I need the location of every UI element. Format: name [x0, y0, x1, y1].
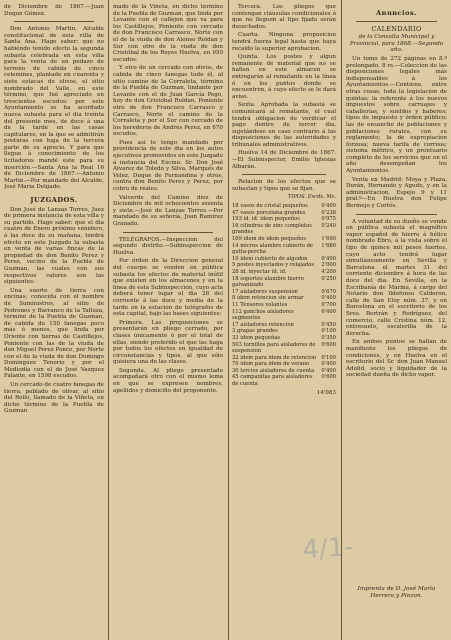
price-item-label: 193 id. id. idem pequeños [232, 216, 300, 223]
price-item-label: 14 micros alambre cubierto de gutta-percha [232, 242, 313, 256]
stamp-mark: 4/1- [301, 532, 355, 566]
column-3 [232, 4, 336, 396]
price-row [232, 243, 336, 256]
price-item-label: 11 Tensores volantes [232, 301, 288, 308]
price-item-value: 0'100 [321, 354, 336, 361]
price-item-label: 112 ganchos aisladores segmentos [232, 308, 294, 322]
price-row [232, 342, 336, 355]
price-item-value: 0'700 [321, 301, 336, 308]
property-3: Y otro de un cercado con olivos, de cabida de cinco fanegas todo él, al sitio camino de la Corraleta, término de la Puebla de Guzman, lindante por Levante con el de Juan García Pego, hoy de don Cristóbal Roldan, Poniente otro de don Francisco Carrasco y Carrasco, Norte el camino de la Corraleta y por el Sur con cercado de los herederos de Andrés Perez, en 670 escudos. [113, 65, 223, 138]
price-list [232, 203, 336, 388]
price-row [232, 256, 336, 263]
price-row [232, 236, 336, 243]
price-item-value: 0'250 [321, 275, 336, 282]
price-item-value: 0'400 [321, 295, 336, 302]
signature-block: Valverde del Camino diez de Diciembre de mil ochocientos sesenta y siete.—José de Lanzas Torres.—Por mandado de su señoría, Juan Ramirez Granado. [113, 194, 223, 227]
price-item-label: 18 vasos de cristal pequeños [232, 203, 308, 210]
price-item-value: 0'400 [321, 203, 336, 210]
price-row [232, 203, 336, 210]
price-item-label: 16 cilindros de zinc completos grandes [232, 222, 312, 236]
signature-block: Huelva 14 de Diciembre de 1867.—El Subinspector, Emilio Iglesias Albarán. [232, 150, 336, 170]
divider [356, 214, 437, 215]
price-item-value: 0'450 [321, 321, 336, 328]
price-row [232, 328, 336, 335]
printer-imprint: Imprenta de D. José María Herrera y Pinzon. [357, 586, 436, 599]
price-item-value: 1'690 [321, 236, 336, 242]
column-rule [108, 0, 109, 640]
divider [14, 21, 94, 22]
property-2: Un cercado de cuatro fanegas de tierra, poblado de olivar, al sitio del Rollo, llamado de la Viñeta, en dicho término de la Puebla de Guzman [4, 382, 104, 415]
condition-2: Segunda. Al pliego presentado acompañará otro con el mismo lema en que se expresen nombres, apellidos y domicilio del proponente. [113, 367, 223, 394]
price-item-label: 30 tercios aisladores de cuenta [232, 367, 315, 374]
condition-1: Primera. Las proposiciones se presentarán en pliego cerrado, por clases únicamente ó por el total de ellas, siendo preferido el que las haga por todos los efectos en igualdad de circunstancias y tipos, al que sólo quisiera una de las clases. [113, 319, 223, 366]
column-1 [4, 4, 104, 417]
price-item-label: 45 campanitas para aisladores de cuenta [232, 374, 313, 388]
price-item-label: 503 tornillos para aisladores de suspension [232, 341, 316, 355]
price-item-label: 70 idem para idem de verano [232, 361, 310, 368]
column-4 [346, 4, 447, 381]
price-row [232, 276, 336, 289]
column-2 [113, 4, 223, 396]
price-item-value: 0'400 [321, 367, 336, 374]
price-item-value: 0'400 [321, 255, 336, 262]
price-row [232, 335, 336, 342]
divider [123, 232, 213, 233]
condition-6: Sexta. Aprobada la subasta se comunicará al rematante, el cual tendrá obligacion de verificar el pago dentro de tercer dia, sujetándose en caso contrario á las disposiciones de las autoridades y tribunales administrativos. [232, 102, 336, 148]
divider [242, 174, 326, 175]
price-row [232, 322, 336, 329]
text-block: de Diciembre de 1867.—Juan Duque Gómez. [4, 4, 104, 17]
price-row [232, 374, 336, 387]
price-header: TIPOS. Escds. Ms. [287, 194, 336, 201]
price-row [232, 223, 336, 236]
price-item-label: 169 idem de idem pequeños [232, 236, 307, 242]
property-1: Una suerte de tierra con encinas, conocida con el nombre de Suministros, al sitio de Pedrones y Barranco de la Talluza, término de la Puebla de Guzman, de cabida de 150 fanegas poco más ó menos, que linda por Oriente con tierras de Castillejos, Poniente con las de la viuda de don Miguel Perez Ponce, por Norte con el de la viuda de don Domingo Dominguez Tenorio y por el Mediodía con el de José Vazquez Falante, en 1598 escudos. [4, 287, 104, 380]
price-item-label: 47 vasos porcelana grandes [232, 209, 306, 216]
calendar-subtitle: de la Consulta Municipal y Provincial, para 1868.—Segundo año. [349, 34, 444, 54]
price-item-value: 0'670 [321, 288, 336, 295]
condition-5: Quinta. Los postes y algun remanente de material que no se hallen en este almacen se entregarán al rematante en la línea ó en los puntos donde se encuentren, á cuyo efecto se le dará aviso. [232, 54, 336, 100]
price-item-label: 33 idem pequeñas [232, 334, 281, 341]
price-item-value: 0'400 [321, 361, 336, 368]
section-heading-telegrafos: TELÉGRAFOS.—Inspeccion del segundo distrito.—Subinspeccion de Huelva. [113, 236, 223, 256]
price-item-label: 32 idem para idem de retencion [232, 354, 317, 361]
section-heading-juzgados: JUZGADOS. [30, 196, 78, 205]
section-heading-anuncios: Anuncios. [376, 9, 417, 17]
calendar-sales: Venta en Madrid: Moya y Plaza, Durán, Hernando y Agudo, y en la administracion, Espejo 9 y 11 pral.º—En Huelva don Felipe Bermejo y Cortés. [346, 176, 447, 210]
ship-auction: A voluntad de su dueño se vende en pública subasta el magnífico vapor español de hierro á hélice nombrado Ebro, á la vista sobre el tipo de quince mil pesos fuertes, cuyo acto tendrá lugar simultáneamente en Sevilla y Barcelona el martes 31 del corriente diciembre á hora de las doce del dia. En Sevilla, en la Escribanía de Marina, á cargo del Notario don Ildefonso Calderon, calle de San Eloy núm. 37, y en Barcelona en el escritorio de los Sres. Bertrán y Rodríguez, del comercio, calle Cristina núm. 12, entresuelo, escalerilla de la derecha. [346, 218, 447, 337]
price-item-value: 1'680 [321, 242, 336, 249]
price-item-label: 5 postes inyectados y relajados [232, 262, 315, 269]
price-row [232, 295, 336, 302]
price-item-value: 2'000 [321, 262, 336, 269]
price-item-value: 0'240 [321, 222, 336, 229]
price-item-value: 0'350 [321, 334, 336, 341]
price-row [232, 309, 336, 322]
condition-3: Tercera. Los pliegos que contengan cláusulas condicionales ó que no lleguen al tipo fijado serán desechados. [232, 4, 336, 30]
price-item-value: 0'600 [321, 341, 336, 348]
price-item-value: 0'400 [321, 308, 336, 315]
price-item-value: 0'100 [321, 328, 336, 335]
price-item-label: 17 aisladores retencion [232, 321, 294, 328]
calendar-title: CALENDARIO [371, 24, 422, 33]
price-item-value: 4'200 [321, 268, 336, 275]
price-total: 14'083 [316, 389, 336, 396]
edict-juzgado: Don José de Lanzas Torres, Juez de primera instancia de esta villa y su partido. Hago saber: que el dia cuatro de Enero próximo venidero, á las doce de su mañana, tendrá efecto en este Juzgado la subasta en venta de varias fincas de la propiedad de don Benito Perez y Perez, vecino de la Puebla de Guzman, las cuales con sus respectivos valores son las siguientes: [4, 206, 104, 286]
price-item-label: 3 grapas grandes [232, 328, 278, 335]
condition-4: Cuarta. Ninguna proposicion tendrá fuerza legal hasta que haya recaido la superior aprobacion. [232, 32, 336, 52]
price-item-value: 0'975 [321, 216, 336, 223]
auction-notice: Por órden de la Direccion general del cuerpo se venden en pública subasta los efectos de material inútil que existen en los almacenes y en la línea de esta Subinspeccion, cuyo acta deberá tener lugar el dia 28 del corriente á las doce y media de la tarde en la estacion de telégrafos de esta capital, bajo las bases siguientes: [113, 258, 223, 318]
price-row [232, 368, 336, 375]
edict-santa-ana: Don Antonio Martin, Alcalde constitucional de esta villa de Santa Ana. Hago saber: que no habiéndo tenido efecto la segunda subasta celebrada en esta villa para la venta de un pedazo de terreno de cabida de cinco celemines, plantado en cuarenta y siete estacas de olivos, el sitio nombrado del Valle, en este término, que fué apreciado en trescientos escudos: por este Ayuntamiento se ha acordado nueva subasta para el dia treinta del presente mes, de doce á una de la tarde en las casas capitulares, en la que se admitirán posturas con baja de la tercera parte de su aprecio. Y para que llegue á conocimiento de los licitadores mandé este para su inserción.—Santa Ana la Real 16 de Diciembre de 1867.—Antonio Martin.—Por mandado del Alcalde, José Maria Delgado. [4, 26, 104, 191]
divider [356, 21, 437, 22]
price-row [232, 361, 336, 368]
price-item-label: 28 id. inyectar id. id. [232, 268, 287, 275]
price-item-label: 18 soportes alambre hierro galvanizado [232, 275, 304, 289]
column-rule [228, 0, 229, 640]
price-row [232, 302, 336, 309]
price-item-value: 0'238 [321, 209, 336, 216]
calendar-description: Un tomo de 272 páginas en 8.º prolongado, 8 rs.—Coleccion de las disposiciones legales más indispensables á los Ayuntamientos.—Contiene, entre otras cosas, toda la legislacion de quintas; la referente á los nuevos impuestos sobre carruajes y caballerías, y sueldos y haberes; tipos de impuesto y órden público; las de ensanche de poblaciones y poblaciones rurales, con su reglamento; la de expropiacion forzosa; nueva tarifa de correos; sistema métrico, y un prontuario completo de los servicios que en el año desempeñan los Ayuntamientos. [346, 55, 447, 175]
price-item-label: 10 idem cubierto de algodon [232, 255, 308, 262]
price-item-label: 17 aisladores suspension [232, 288, 298, 295]
price-row [232, 216, 336, 223]
price-item-value: 0'600 [321, 374, 336, 381]
price-item-label: 8 ídem retencion sin armar [232, 295, 304, 302]
providence: Pues así lo tengo mandado por providencia de este dia en los autos ejecutivos promovidos en este Juzgado á instancia del Excmo. Sr. Don José Alvarez de Toledo y Silva, Marqués de Velez, Duque de Fernandina y otros, contra don Benito Perez y Perez, por cobro de reales. [113, 139, 223, 193]
items-intro: Relacion de los efectos que se subastan y tipos que se fijan. [232, 179, 336, 192]
price-row [232, 269, 336, 276]
ship-conditions: En ambos puntos se hallan de manifiesto los pliegos de condiciones, y en Huelva en el escritorio del Sr. don Juan Manuel Adolid, socio y liquidador de la sociedad dueña de dicho vapor. [346, 339, 447, 379]
property-2-cont: mado de la Viñeta, en dicho término de la Puebla de Guzman, que linda por Levante con el callejon que va para los Castillejos, Poniente con cercado de don Francisco Carrasco, Norte con el de la viuda de don Alonso Roldan y Sur con otro de la viuda de don Cristóbal de los Reyes Huelva, en 950 escudos. [113, 4, 223, 63]
price-row [232, 355, 336, 362]
price-row [232, 262, 336, 269]
